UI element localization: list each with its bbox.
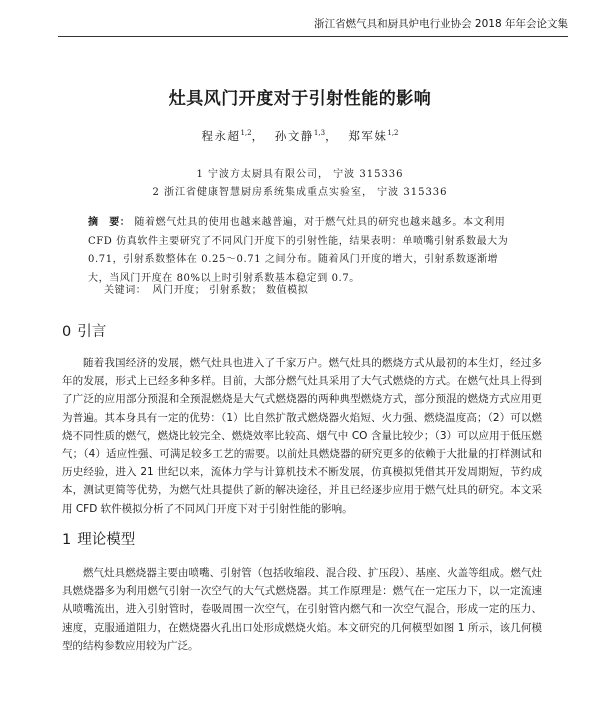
paper-title: 灶具风门开度对于引射性能的影响 [168,89,432,109]
section-body-introduction: 随着我国经济的发展，燃气灶具也进入了千家万户。燃气灶具的燃烧方式从最初的本生灯，经过多年的发展，形式上已经多种多样。目前，大部分燃气灶具采用了大气式燃烧的方式。在燃气灶具上得到了广泛的应用部分预混和全预混燃烧是大气式燃烧器的两种典型燃烧方式，部分预混的燃烧方式应用更为普遍。其本身具有一定的优势：（1）比自然扩散式燃烧器火焰短、火力强、燃烧温度高；（2）可以燃烧不同性质的燃气，燃烧比较完全、燃烧效率比较高、烟气中 CO 含量比较少；（3）可以应用于低压燃气；（4）适应性强、可满足较多工艺的需要。以前灶具燃烧器的研究更多的依赖于大批量的打样测试和历史经验，进入 21 世纪以来，流体力学与计算机技术不断发展，仿真模拟凭借其开发周期短，节约成本，测试更简等优势，为燃气灶具提供了新的解决途径，并且已经逐步应用于燃气灶具的研究。本文采用 CFD 软件模拟分析了不同风门开度下对于引射性能的影响。 [62,357,542,515]
affiliation-1: 1 宁波方太厨具有限公司， 宁波 315336 [196,169,404,180]
abstract [88,214,518,288]
section-number: 1 [62,532,72,548]
author-name: 孙文静 [274,129,314,143]
keywords [104,281,308,296]
author-affiliation-marker: 1,2 [387,129,399,138]
author-name: 程永超 [201,129,241,143]
abstract-text: 随着燃气灶具的使用也越来越普遍，对于燃气灶具的研究也越来越多。本文利用 CFD 仿真软件主要研究了不同风门开度下的引射性能，结果表明：单喷嘴引射系数最大为 0.71，引射系数整体在 0.25～0.71 之间分布。随着风门开度的增大，引射系数逐渐增大，当风门开度在 80%以上时引射系数基本稳定到 0.7。 [88,217,509,284]
abstract-label: 摘 要： [88,217,131,228]
author-list: 程永超$^{1,2}$， 孙文静$^{1,3}$， 郑军妹$^{1,2}$ [201,129,399,143]
section-title: 理论模型 [77,532,136,548]
section-title: 引言 [77,324,107,340]
author-affiliation-marker: 1,3 [313,129,326,138]
running-header: 浙江省燃气具和厨具炉电行业协会 2018 年年会论文集 [314,18,568,30]
keywords-label: 关键词： [104,285,147,296]
header-rule [58,36,568,37]
author-affiliation-marker: 1,2 [240,129,252,138]
section-body-theory-model: 燃气灶具燃烧器主要由喷嘴、引射管（包括收缩段、混合段、扩压段）、基座、火盖等组成。燃气灶具燃烧器多为利用燃气引射一次空气的大气式燃烧器。其工作原理是：燃气在一定压力下，以一定流速从喷嘴流出，进入引射管时，卷吸周围一次空气，在引射管内燃气和一次空气混合，形成一定的压力、速度，克服通道阻力，在燃烧器火孔出口处形成燃烧火焰。本文研究的几何模型如图 1 所示，该几何模型的结构参数应用较为广泛。 [62,567,542,652]
section-heading-introduction [62,320,106,341]
affiliation-2: 2 浙江省健康智慧厨房系统集成重点实验室， 宁波 315336 [152,187,448,198]
section-heading-theory-model [62,528,135,549]
author-name: 郑军妹 [348,129,388,143]
keywords-text: 风门开度； 引射系数； 数值模拟 [152,285,309,296]
section-number: 0 [62,324,72,340]
